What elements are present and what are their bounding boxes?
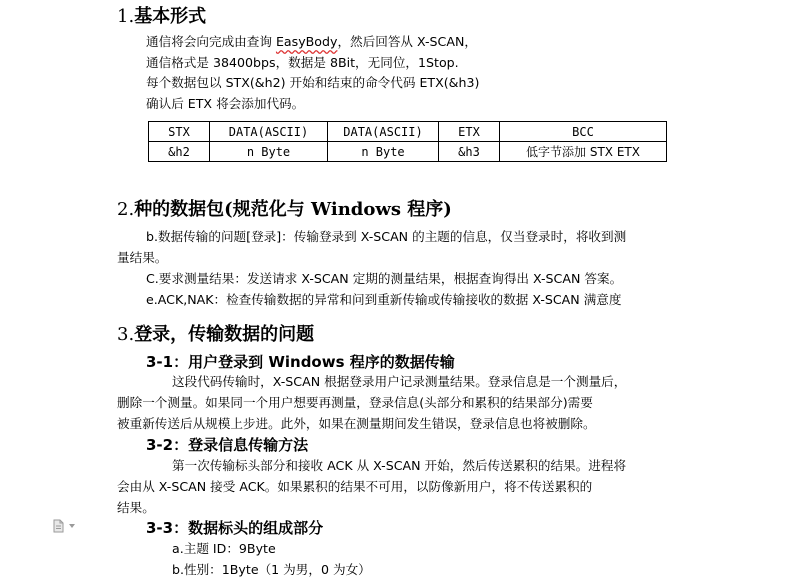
paragraph-3-2-line: 第一次传输标头部分和接收 ACK 从 X-SCAN 开始，然后传送累积的结果。进程将 bbox=[172, 458, 627, 473]
gender-item: b.性别：1Byte（1 为男，0 为女） bbox=[172, 562, 371, 577]
section-2-item-b-cont: 量结果。 bbox=[117, 250, 168, 265]
section-2-heading bbox=[117, 195, 452, 221]
table-header-row bbox=[149, 122, 667, 142]
line-1-text-a: 通信将会向完成由查询 bbox=[146, 34, 276, 49]
easybody-term: EasyBody bbox=[275, 34, 338, 49]
packet-format-table bbox=[148, 121, 667, 162]
table-cell: n Byte bbox=[210, 142, 328, 162]
section-3-number: 3. bbox=[117, 324, 135, 345]
section-3-title: 登录，传输数据的问题 bbox=[134, 324, 315, 345]
subsection-3-2-heading: 3-2：登录信息传输方法 bbox=[146, 436, 309, 454]
section-1-title: 基本形式 bbox=[134, 6, 207, 27]
section-2-item-c: C.要求测量结果：发送请求 X-SCAN 定期的测量结果，根据查询得出 X-SCAN 答案。 bbox=[146, 271, 623, 286]
section-2-item-e: e.ACK,NAK：检查传输数据的异常和问到重新传输或传输接收的数据 X-SCAN 满意度 bbox=[146, 292, 622, 307]
subject-id-item: a.主题 ID：9Byte bbox=[172, 541, 276, 556]
table-cell: 低字节添加 STX ETX bbox=[500, 142, 667, 162]
section-2-number: 2. bbox=[117, 199, 135, 220]
paragraph-3-1-line: 删除一个测量。如果同一个用户想要再测量，登录信息(头部分和累积的结果部分)需要 bbox=[117, 395, 593, 410]
chevron-down-icon[interactable] bbox=[69, 524, 75, 528]
table-cell: DATA(ASCII) bbox=[210, 122, 328, 142]
table-cell: ETX bbox=[439, 122, 500, 142]
paragraph-3-2-line: 会由从 X-SCAN 接受 ACK。如果累积的结果不可用，以防像新用户，将不传送累积的 bbox=[117, 479, 593, 494]
table-cell: &h3 bbox=[439, 142, 500, 162]
section-1-line-3: 每个数据包以 STX(&h2) 开始和结束的命令代码 ETX(&h3) bbox=[146, 75, 480, 90]
table-cell: DATA(ASCII) bbox=[328, 122, 439, 142]
line-1-text-c: ，然后回答从 X-SCAN， bbox=[337, 34, 477, 49]
section-2-item-b: b.数据传输的问题[登录]：传输登录到 X-SCAN 的主题的信息，仅当登录时，将收到测 bbox=[146, 229, 627, 244]
section-1-line-1 bbox=[146, 31, 477, 52]
section-1-line-2: 通信格式是 38400bps，数据是 8Bit，无同位，1Stop. bbox=[146, 55, 459, 70]
table-cell: &h2 bbox=[149, 142, 210, 162]
paragraph-options-icon[interactable] bbox=[52, 519, 66, 533]
subsection-3-1-heading: 3-1：用户登录到 Windows 程序的数据传输 bbox=[146, 353, 455, 371]
section-2-title: 种的数据包(规范化与 Windows 程序) bbox=[134, 199, 452, 220]
table-cell: n Byte bbox=[328, 142, 439, 162]
section-1-heading bbox=[117, 2, 206, 28]
paragraph-3-1-line: 被重新传送后从规模上步进。此外，如果在测量期间发生错误，登录信息也将被删除。 bbox=[117, 416, 596, 431]
paragraph-3-2-line: 结果。 bbox=[117, 500, 155, 515]
section-1-number: 1. bbox=[117, 6, 135, 27]
table-cell: BCC bbox=[500, 122, 667, 142]
table-cell: STX bbox=[149, 122, 210, 142]
section-1-line-4: 确认后 ETX 将会添加代码。 bbox=[146, 96, 305, 111]
section-3-heading bbox=[117, 320, 314, 346]
subsection-3-3-heading: 3-3：数据标头的组成部分 bbox=[146, 519, 324, 537]
paragraph-3-1-line: 这段代码传输时，X-SCAN 根据登录用户记录测量结果。登录信息是一个测量后， bbox=[172, 374, 627, 389]
table-row bbox=[149, 142, 667, 162]
